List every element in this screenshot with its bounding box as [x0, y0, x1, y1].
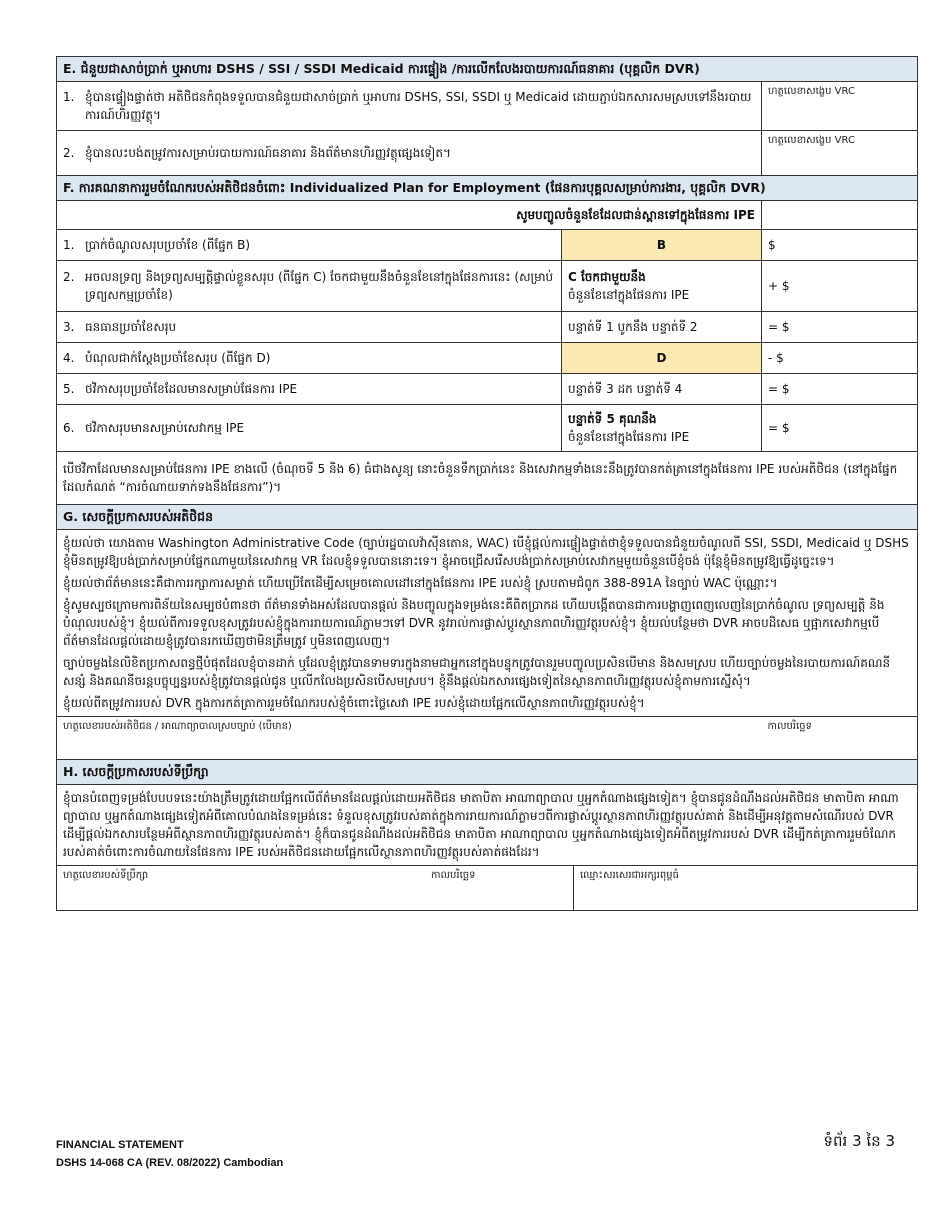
- calc-row-label: បំណុលជាក់ស្តែងប្រចាំខែសរុប (ពីផ្នែក D): [85, 351, 271, 365]
- calc-row-5: [57, 374, 918, 405]
- section-e-row-1: [57, 82, 918, 131]
- calc-formula-6: [562, 405, 762, 452]
- form-id: DSHS 14-068 CA (REV. 08/2022) Cambodian: [56, 1157, 284, 1169]
- section-g-body: [57, 530, 918, 717]
- calc-ref-b: B: [562, 230, 762, 261]
- client-declaration-paragraph: ខ្ញុំយល់ថាព័ត៌មាននេះគឺជាការរក្សាការសម្ងាត់ ហើយប្រើតែដើម្បីសម្រេចគោលដៅនៅក្នុងផែនការ IPE របស់ខ្ញុំ ស្របតាមជំពូក 388-891A នៃច្បាប់ WAC ប៉ុណ្ណោះ។: [63, 576, 778, 590]
- calc-row-label: ប្រាក់ចំណូលសរុបប្រចាំខែ (ពីផ្នែក B): [85, 238, 251, 252]
- calc-formula-5: បន្ទាត់ទី 3 ដក បន្ទាត់ទី 4: [562, 374, 762, 405]
- row-number: 3.: [63, 320, 75, 334]
- section-g-header: G. សេចក្តីប្រកាសរបស់អតិថិជន: [57, 505, 918, 530]
- calc-formula-2: [562, 261, 762, 312]
- calc-result-field-2[interactable]: + $: [762, 261, 918, 312]
- counselor-declaration-paragraph: ខ្ញុំបានបំពេញទម្រង់បែបបទនេះយ៉ាងត្រឹមត្រូវដោយផ្អែកលើព័ត៌មានដែលផ្តល់ដោយអតិថិជន មាតាបិតា អាណាព្យាបាល ឬអ្នកតំណាងផ្សេងទៀត។ ខ្ញុំបានជូនដំណឹងដល់អតិថិជន មាតាបិតា អាណាព្យាបាល ឬអ្នកតំណាងផ្សេងទៀតអំពីគោលបំណងនៃទម្រង់នេះ ទំនួលខុសត្រូវរបស់គាត់ក្នុងការរាយការណ៍ភ្លាមៗពីការផ្លាស់ប្តូរស្ថានភាពហិរញ្ញវត្ថុរបស់គាត់ និងដើម្បីអនុវត្តតាមសំណើរបស់ DVR ដើម្បីផ្តល់ឯកសារបន្ថែមអំពីស្ថានភាពហិរញ្ញវត្ថុរបស់គាត់។ ខ្ញុំក៏បានជូនដំណឹងដល់អតិថិជន មាតាបិតា អាណាព្យាបាល ឬអ្នកតំណាងផ្សេងទៀតអំពីតម្រូវការរបស់ DVR ដើម្បីកត់ត្រាការរួមចំណែករបស់គាត់ចំពោះការចំណាយនៃផែនការ IPE របស់អតិថិជនដោយផ្អែកលើស្ថានភាពហិរញ្ញវត្ថុរបស់គាត់ផងដែរ។: [57, 785, 918, 866]
- calc-result-field-1[interactable]: $: [762, 230, 918, 261]
- section-e-row-2: [57, 131, 918, 176]
- section-e-header: E. ជំនួយជាសាច់ប្រាក់ ឬអាហារ DSHS / SSI / SSDI Medicaid ការផ្ទៀង /ការលើកលែងរបាយការណ៍ធនាគារ (បុគ្គលិក DVR): [57, 57, 918, 82]
- section-h-header: H. សេចក្តីប្រកាសរបស់ទីប្រឹក្សា: [57, 760, 918, 785]
- ipe-months-instruction: សូមបញ្ចូលចំនួនខែដែលជាន់ស្ពានទៅក្នុងផែនការ IPE: [57, 201, 762, 230]
- client-declaration-paragraph: ច្បាប់ចម្លងនៃលិខិតប្រកាសពន្ធថ្មីបំផុតដែលខ្ញុំបានដាក់ ឬដែលខ្ញុំត្រូវបានទាមទារក្នុងនាមជាអ្នកនៅក្នុងបន្ទុកត្រូវបានរួមបញ្ចូលប្រសិនបើមាន និងសមស្រប ហើយច្បាប់ចម្លងនៃរបាយការណ៍គណនីសន្សំ និងគណនីចរន្តបច្ចុប្បន្នរបស់ខ្ញុំត្រូវបានផ្តល់ជូន ឬលើកលែងប្រសិនបើសមស្រប។ ខ្ញុំនឹងផ្តល់ឯកសារផ្សេងទៀតនៃស្ថានភាពហិរញ្ញវត្ថុរបស់ខ្ញុំតាមការស្នើសុំ។: [63, 656, 891, 688]
- section-f-note: បើថវិកាដែលមានសម្រាប់ផែនការ IPE ខាងលើ (ចំណុចទី 5 និង 6) ធំជាងសូន្យ នោះចំនួនទឹកប្រាក់នេះ និងសេវាកម្មទាំងនេះនឹងត្រូវបានកត់ត្រានៅក្នុងផែនការ IPE របស់អតិថិជន (នៅក្នុងផ្នែកដែលកំណត់ “ការចំណាយទាក់ទងនឹងផែនការ”)។: [57, 452, 918, 505]
- row-number: 1.: [63, 90, 75, 104]
- client-signature-field[interactable]: ហត្ថលេខារបស់អតិថិជន / អាណាព្យាបាលស្របច្បាប់ (បើមាន): [57, 717, 762, 760]
- row-number: 1.: [63, 238, 75, 252]
- vrc-initials-field-2[interactable]: ហត្ថលេខាសង្ខេប VRC: [762, 131, 918, 176]
- client-declaration-paragraph: ខ្ញុំយល់ពីតម្រូវការរបស់ DVR ក្នុងការកត់ត្រាការរួមចំណែករបស់ខ្ញុំចំពោះថ្លៃសេវា IPE របស់ខ្ញុំដោយផ្អែកលើស្ថានភាពហិរញ្ញវត្ថុរបស់ខ្ញុំ។: [63, 696, 645, 710]
- row-number: 2.: [63, 146, 75, 160]
- form-table: [56, 56, 918, 911]
- financial-statement-form: [56, 56, 917, 911]
- client-date-field[interactable]: កាលបរិច្ឆេទ: [762, 717, 918, 760]
- section-e-statement-2: ខ្ញុំបានលះបង់តម្រូវការសម្រាប់របាយការណ៍ធនាគារ និងព័ត៌មានហិរញ្ញវត្ថុផ្សេងទៀត។: [85, 146, 451, 160]
- form-title: FINANCIAL STATEMENT: [56, 1139, 184, 1151]
- section-e-statement-1: ខ្ញុំបានផ្ទៀងផ្ទាត់ថា អតិថិជនកំពុងទទួលបានជំនួយជាសាច់ប្រាក់ ឬអាហារ DSHS, SSI, SSDI ឬ Medicaid ដោយភ្ជាប់ឯកសារសមស្របទៅនឹងរបាយការណ៍ហិរញ្ញវត្ថុ។: [85, 90, 752, 122]
- calc-row-4: [57, 343, 918, 374]
- calc-row-1: [57, 230, 918, 261]
- calc-formula-main: C ចែកជាមួយនឹង: [568, 270, 646, 284]
- ipe-months-field[interactable]: [762, 201, 918, 230]
- calc-formula-3: បន្ទាត់ទី 1 បូកនឹង បន្ទាត់ទី 2: [562, 312, 762, 343]
- calc-row-label: ធនធានប្រចាំខែសរុប: [85, 320, 177, 334]
- section-f-header: F. ការគណនាការរួមចំណែករបស់អតិថិជនចំពោះ Individualized Plan for Employment (ផែនការបុគ្គលសម្រាប់ការងារ, បុគ្គលិក DVR): [57, 176, 918, 201]
- client-declaration-paragraph: ខ្ញុំសូមស្បថក្រោមការពិន័យនៃសម្បថបំពានថា ព័ត៌មានទាំងអស់ដែលបានផ្តល់ និងបញ្ចូលក្នុងទម្រង់នេះគឺពិតប្រាកដ ហើយបង្កើតបានជាការបង្ហាញពេញលេញនៃប្រាក់ចំណូល ទ្រព្យសម្បត្តិ និងបំណុលរបស់ខ្ញុំ។ ខ្ញុំយល់ពីការទទួលខុសត្រូវរបស់ខ្ញុំក្នុងការរាយការណ៍ភ្លាមៗទៅ DVR នូវរាល់ការផ្លាស់ប្តូរស្ថានភាពហិរញ្ញវត្ថុរបស់ខ្ញុំ។ ខ្ញុំយល់បន្ថែមថា DVR អាចបដិសេធ ឬផ្អាកសេវាកម្មបើព័ត៌មានដែលផ្តល់ដោយខ្ញុំត្រូវបានរកឃើញថាមិនត្រឹមត្រូវ ឬមិនពេញលេញ។: [63, 598, 885, 648]
- calc-formula-sub: ចំនួនខែនៅក្នុងផែនការ IPE: [568, 288, 690, 302]
- vrc-initials-field-1[interactable]: ហត្ថលេខាសង្ខេប VRC: [762, 82, 918, 131]
- row-number: 5.: [63, 382, 75, 396]
- page-footer: [56, 1132, 917, 1172]
- calc-result-field-6[interactable]: = $: [762, 405, 918, 452]
- calc-result-field-5[interactable]: = $: [762, 374, 918, 405]
- calc-row-3: [57, 312, 918, 343]
- row-number: 2.: [63, 270, 75, 284]
- calc-row-6: [57, 405, 918, 452]
- calc-row-2: [57, 261, 918, 312]
- row-number: 6.: [63, 421, 75, 435]
- row-number: 4.: [63, 351, 75, 365]
- client-declaration-paragraph: ខ្ញុំយល់ថា យោងតាម Washington Administrative Code (ច្បាប់រដ្ឋបាលវ៉ាស៊ីនតោន, WAC) បើខ្ញុំផ្តល់ការផ្ទៀងផ្ទាត់ថាខ្ញុំទទួលបានជំនួយចំណូលពី SSI, SSDI, Medicaid ឬ DSHS ខ្ញុំមិនតម្រូវឱ្យបង់ប្រាក់សម្រាប់ផ្នែកណាមួយនៃសេវាកម្ម VR ដែលខ្ញុំទទួលបាននោះទេ។ ខ្ញុំអាចជ្រើសរើសបង់ប្រាក់សម្រាប់សេវាកម្មមួយចំនួនបើខ្ញុំចង់ ប៉ុន្តែខ្ញុំមិនតម្រូវឱ្យធ្វើដូច្នេះទេ។: [63, 536, 909, 568]
- calc-result-field-3[interactable]: = $: [762, 312, 918, 343]
- calc-ref-d: D: [562, 343, 762, 374]
- counselor-signature-field[interactable]: ហត្ថលេខារបស់ទីប្រឹក្សា: [63, 870, 149, 881]
- calc-row-label: អចលនទ្រព្យ និងទ្រព្យសម្បត្តិផ្ទាល់ខ្លួនសរុប (ពីផ្នែក C) ចែកជាមួយនឹងចំនួនខែនៅក្នុងផែនការនេះ (សម្រាប់ទ្រព្យសកម្មប្រចាំខែ): [85, 270, 554, 302]
- counselor-printed-name-field[interactable]: ឈ្មោះសរសេរជាអក្សរពុម្ពធំ: [573, 866, 917, 910]
- calc-row-label: ថវិកាសរុបប្រចាំខែដែលមានសម្រាប់ផែនការ IPE: [85, 382, 298, 396]
- page-number: ទំព័រ 3 នៃ 3: [823, 1132, 895, 1150]
- calc-row-label: ថវិកាសរុបមានសម្រាប់សេវាកម្ម IPE: [85, 421, 245, 435]
- counselor-signature-row: [57, 866, 918, 911]
- calc-formula-main: បន្ទាត់ទី 5 គុណនឹង: [568, 412, 657, 426]
- calc-result-field-4[interactable]: - $: [762, 343, 918, 374]
- calc-formula-sub: ចំនួនខែនៅក្នុងផែនការ IPE: [568, 430, 690, 444]
- counselor-date-field[interactable]: កាលបរិច្ឆេទ: [431, 870, 476, 881]
